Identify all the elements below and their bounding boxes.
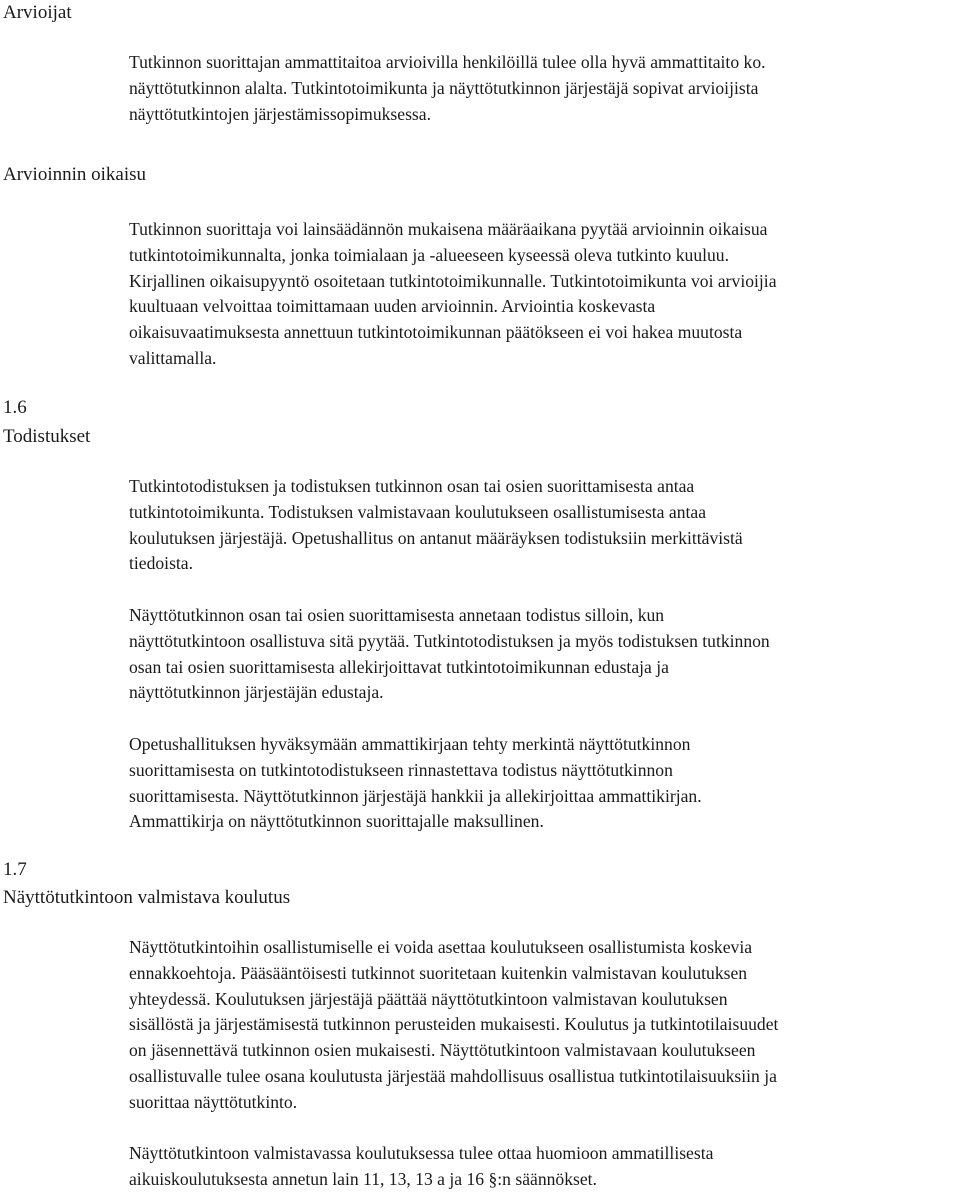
- heading-number-1-6: 1.6: [3, 397, 27, 418]
- text-line: Kirjallinen oikaisupyyntö osoitetaan tutkintotoimikunnalle. Tutkintotoimikunta voi arvioijia: [129, 270, 777, 291]
- text-line: Tutkintotodistuksen ja todistuksen tutkinnon osan tai osien suorittamisesta antaa: [129, 476, 695, 496]
- text-line: koulutuksen järjestäjä. Opetushallitus on antanut määräyksen todistuksiin merkittävistä: [129, 527, 743, 548]
- text-line: suorittamisesta. Näyttötutkinnon järjestäjä hankkii ja allekirjoittaa ammattikirjan.: [129, 785, 702, 806]
- text-line: suorittaa näyttötutkinto.: [129, 1091, 298, 1112]
- heading-number-1-7: 1.7: [3, 859, 27, 880]
- text-line: on jäsennettävä tutkinnon osien mukaisesti. Näyttötutkintoon valmistavaan koulutukseen: [129, 1040, 756, 1061]
- text-line: valittamalla.: [129, 347, 217, 368]
- text-line: näyttötutkintoon osallistuva sitä pyytää. Tutkintotodistuksen ja myös todistuksen tutkinnon: [129, 630, 770, 651]
- text-line: tutkintotoimikunta. Todistuksen valmistavaan koulutukseen osallistumisesta antaa: [129, 501, 707, 522]
- text-line: tiedoista.: [129, 553, 194, 574]
- text-line: Näyttötutkintoon valmistavassa koulutuksessa tulee ottaa huomioon ammatillisesta: [129, 1143, 714, 1163]
- text-line: näyttötutkinnon järjestäjän edustaja.: [129, 682, 384, 703]
- text-line: kuultuaan velvoittaa toimittamaan uuden arvioinnin. Arviointia koskevasta: [129, 296, 656, 317]
- text-line: näyttötutkinnon alalta. Tutkintotoimikunta ja näyttötutkinnon järjestäjä sopivat arvioijista: [129, 77, 759, 98]
- text-line: oikaisuvaatimuksesta annettuun tutkintotoimikunnan päätökseen ei voi hakea muutosta: [129, 322, 743, 343]
- paragraph-koulutus-2: [129, 1141, 957, 1193]
- text-line: sisällöstä ja järjestämisestä tutkinnon perusteiden mukaisesti. Koulutus ja tutkintotilaisuudet: [129, 1014, 779, 1035]
- paragraph-todistukset-2: [129, 603, 957, 706]
- heading-nayttotutkintoon-valmistava-koulutus: Näyttötutkintoon valmistava koulutus: [3, 887, 291, 908]
- text-line: tutkintotoimikunnalta, jonka toimialaan ja -alueeseen kyseessä oleva tutkinto kuuluu.: [129, 244, 730, 265]
- heading-arvioinnin-oikaisu: Arvioinnin oikaisu: [3, 164, 147, 185]
- text-line: Opetushallituksen hyväksymään ammattikirjaan tehty merkintä näyttötutkinnon: [129, 734, 691, 754]
- paragraph-todistukset-3: [129, 732, 957, 835]
- text-line: yhteydessä. Koulutuksen järjestäjä päättää näyttötutkintoon valmistavan koulutuksen: [129, 988, 728, 1009]
- text-line: Näyttötutkintoihin osallistumiselle ei voida asettaa koulutukseen osallistumista koskevia: [129, 937, 753, 957]
- heading-arvioijat: Arvioijat: [3, 2, 72, 23]
- text-line: ennakkoehtoja. Pääsääntöisesti tutkinnot suoritetaan kuitenkin valmistavan koulutuksen: [129, 962, 748, 983]
- paragraph-arvioijat: [129, 50, 957, 127]
- text-line: Ammattikirja on näyttötutkinnon suorittajalle maksullinen.: [129, 811, 544, 832]
- text-line: Näyttötutkinnon osan tai osien suorittamisesta annetaan todistus silloin, kun: [129, 605, 665, 625]
- text-line: osallistuvalle tulee osana koulutusta järjestää mahdollisuus osallistua tutkintotilaisuuksiin ja: [129, 1065, 777, 1086]
- text-line: aikuiskoulutuksesta annetun lain 11, 13, 13 a ja 16 §:n säännökset.: [129, 1168, 597, 1189]
- paragraph-koulutus-1: [129, 935, 957, 1116]
- text-line: näyttötutkintojen järjestämissopimuksessa.: [129, 103, 431, 124]
- text-line: Tutkinnon suorittajan ammattitaitoa arvioivilla henkilöillä tulee olla hyvä ammattitaito ko.: [129, 52, 766, 72]
- paragraph-oikaisu: [129, 217, 957, 372]
- text-line: osan tai osien suorittamisesta allekirjoittavat tutkintotoimikunnan edustaja ja: [129, 656, 669, 677]
- heading-todistukset: Todistukset: [3, 426, 91, 447]
- paragraph-todistukset-1: [129, 474, 957, 577]
- text-line: Tutkinnon suorittaja voi lainsäädännön mukaisena määräaikana pyytää arvioinnin oikaisua: [129, 219, 768, 239]
- text-line: suorittamisesta on tutkintotodistukseen rinnastettava todistus näyttötutkinnon: [129, 759, 673, 780]
